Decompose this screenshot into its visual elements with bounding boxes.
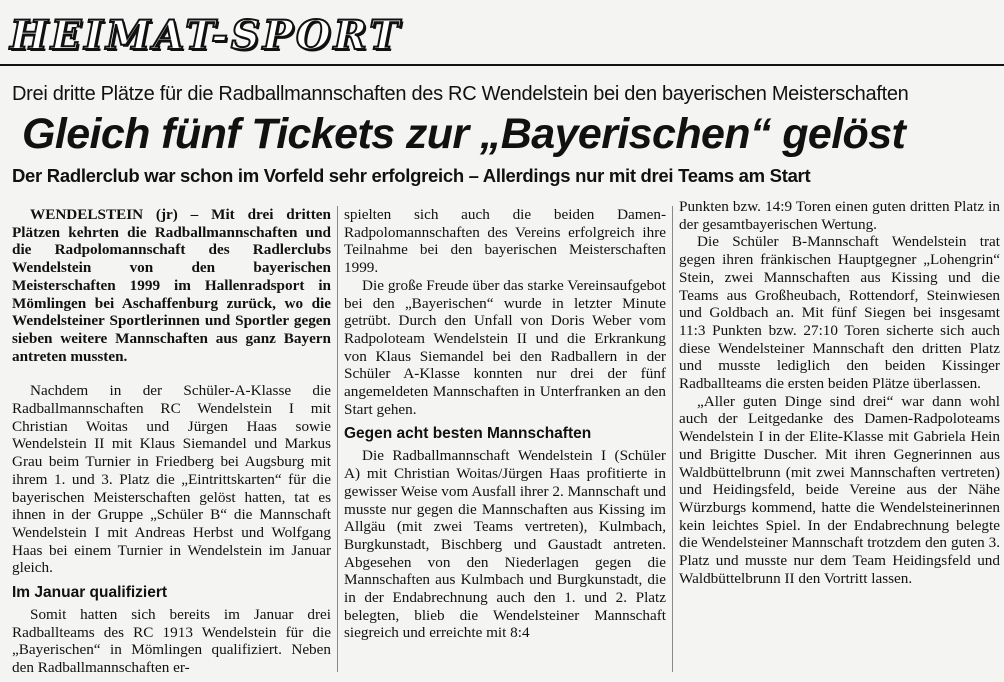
paragraph-gap: [12, 365, 331, 382]
article-headline: Gleich fünf Tickets zur „Bayerischen“ gelöst: [22, 110, 906, 158]
article-kicker: Drei dritte Plätze für die Radballmannschaften des RC Wendelstein bei den bayerischen Meisterschaften: [12, 83, 909, 105]
article-paragraph: Somit hatten sich bereits im Januar drei Radballteams des RC 1913 Wendelstein für die „Bayerischen“ in Mömlingen qualifiziert. Neben den Radballmannschaften er-: [12, 606, 331, 677]
article-subheading: Im Januar qualifiziert: [12, 584, 168, 602]
article-column-3: [679, 198, 1000, 674]
article-paragraph: Die große Freude über das starke Vereinsaufgebot bei den „Bayerischen“ wurde in letzter Minute getrübt. Durch den Unfall von Doris Weber vom Radpoloteam Wendelstein II und die Erkrankung von Klaus Siemandel bei den Radballern in der Schüler A-Klasse konnten nur drei der fünf angemeldeten Mannschaften in Unterfranken an den Start gehen.: [344, 276, 666, 418]
article-paragraph: Die Radballmannschaft Wendelstein I (Schüler A) mit Christian Woitas/Jürgen Haas profitierte in gewisser Weise vom Ausfall ihrer 2. Mannschaft und musste nur gegen die Mannschaften aus Kissing im Allgäu (mit zwei Teams vertreten), Kulmbach, Burgkunstadt, Bischberg und Gaustadt antreten. Abgesehen von den Niederlagen gegen die Mannschaften aus Kulmbach und Burgkunstadt, die in der Endabrechnung auch den 1. und 2. Platz belegten, blieb die Wendelsteiner Mannschaft siegreich und erreichte mit 8:4: [344, 447, 666, 642]
article-column-1: [12, 206, 331, 682]
article-paragraph: Nachdem in der Schüler-A-Klasse die Radballmannschaften RC Wendelstein I mit Christian Woitas und Jürgen Haas sowie Wendelstein II mit Klaus Siemandel und Markus Grau beim Turnier in Friedberg bei Augsburg mit ihrem 1. und 3. Platz die „Eintrittskarten“ für die bayerischen Meisterschaften gelöst hatten, tat es ihnen in der Gruppe „Schüler B“ die Mannschaft Wendelstein I mit Andreas Herbst und Wolfgang Haas bei einem Turnier in Wendelstein im Januar gleich.: [12, 382, 331, 577]
article-paragraph: Die Schüler B-Mannschaft Wendelstein trat gegen ihren fränkischen Hauptgegner „Lohengrin“ Stein, zwei Mannschaften aus Kissing und die Teams aus Großheubach, Rottendorf, Steinwiesen und Goldbach an. Mit fünf Siegen bei insgesamt 11:3 Punkten bzw. 27:10 Toren sicherte sich auch diese Wendelsteiner Mannschaft den dritten Platz und musste lediglich den beiden Kissinger Radballteams die ersten beiden Plätze überlassen.: [679, 233, 1000, 393]
article-column-2: [344, 206, 666, 682]
article-lead-paragraph: WENDELSTEIN (jr) – Mit drei dritten Plätzen kehrten die Radballmannschaften und die Radpolomannschaft des Radlerclubs Wendelstein von den bayerischen Meisterschaften 1999 im Hallenradsport in Mömlingen bei Aschaffenburg zurück, wo die Wendelsteiner Sportlerinnen und Sportler gegen sieben weitere Mannschaften aus ganz Bayern antreten mussten.: [12, 206, 331, 365]
column-divider: [672, 206, 673, 672]
article-paragraph: Punkten bzw. 14:9 Toren einen guten dritten Platz in der gesamtbayerischen Wertung.: [679, 198, 1000, 233]
section-title: HEIMAT-SPORT: [10, 12, 402, 59]
article-subhead: Der Radlerclub war schon im Vorfeld sehr erfolgreich – Allerdings nur mit drei Teams am Start: [12, 165, 811, 186]
column-divider: [337, 206, 338, 672]
article-paragraph: spielten sich auch die beiden Damen-Radpolomannschaften des Vereins erfolgreich ihre Teilnahme bei den bayerischen Meisterschaften 1999.: [344, 206, 666, 277]
section-rule: [0, 64, 1004, 66]
article-subheading: Gegen acht besten Mannschaften: [344, 425, 592, 443]
article-paragraph: „Aller guten Dinge sind drei“ war dann wohl auch der Leitgedanke des Damen-Radpoloteams Wendelstein I in der Elite-Klasse mit Gabriela Hein und Brigitte Duscher. Mit ihren Gegnerinnen aus Waldbüttelbrunn (mit zwei Mannschaften vertreten) und Heidingsfeld, beide Vereine aus der Nähe Würzburgs kommend, hatte die Wendelsteinerinnen kein leichtes Spiel. In der Endabrechnung belegte die Wendelsteiner Mannschaft trotzdem den guten 3. Platz und musste nur dem Team Heidingsfeld und Waldbüttelbrunn II den Vortritt lassen.: [679, 392, 1000, 587]
